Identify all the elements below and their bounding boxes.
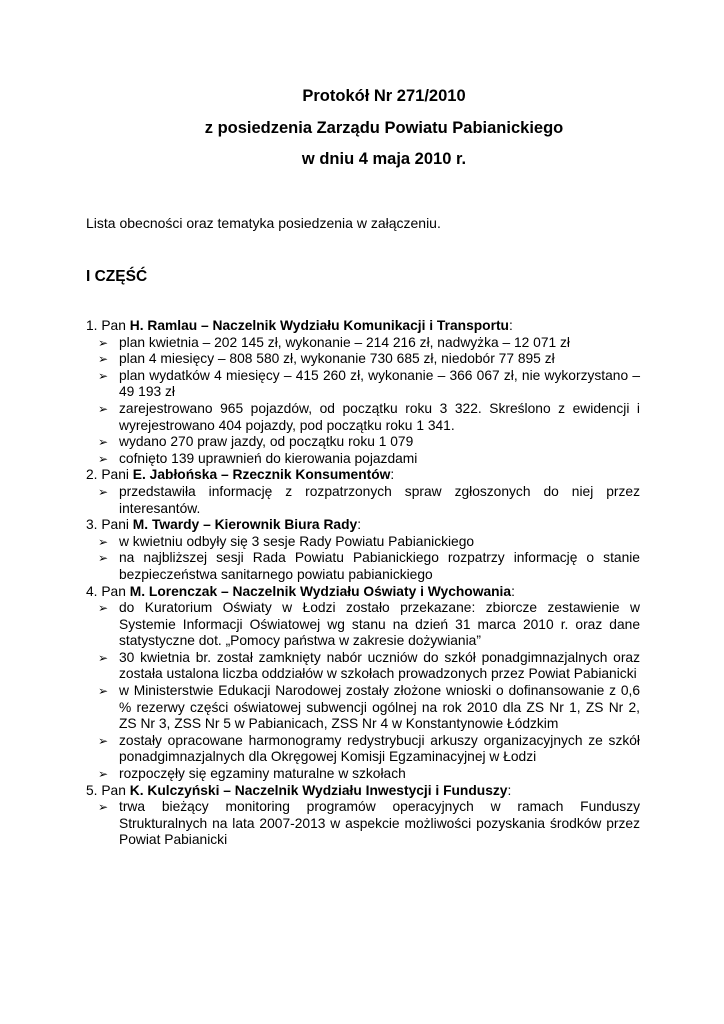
arrow-bullet-icon: ➢: [98, 800, 109, 815]
speaker-name: H. Ramlau – Naczelnik Wydziału Komunikacji i Transportu: [129, 318, 509, 333]
header-colon: :: [511, 583, 515, 599]
arrow-bullet-icon: ➢: [98, 451, 109, 466]
bullet-text: cofnięto 139 uprawnień do kierowania pojazdami: [119, 450, 418, 466]
arrow-bullet-icon: ➢: [98, 684, 109, 699]
agenda-item: [86, 783, 640, 849]
bullet-text: wydano 270 praw jazdy, od początku roku 1 079: [119, 434, 414, 450]
bullet-text: trwa bieżący monitoring programów operacyjnych w ramach Funduszy Strukturalnych na lata 2007-2013 w aspekcie możliwości pozyskania środków przez Powiat Pabianicki: [119, 799, 640, 848]
arrow-bullet-icon: ➢: [98, 484, 109, 499]
agenda-item-header: [86, 318, 640, 335]
bullet-list: [86, 534, 640, 584]
item-number: 4. Pan: [86, 583, 130, 599]
document-subtitle: z posiedzenia Zarządu Powiatu Pabianickiego: [204, 119, 564, 137]
bullet-item: [86, 351, 640, 368]
bullet-text: plan kwietnia – 202 145 zł, wykonanie – 214 216 zł, nadwyżka – 12 071 zł: [119, 334, 570, 350]
bullet-item: [86, 799, 640, 849]
agenda-item: [86, 584, 640, 783]
bullet-item: [86, 600, 640, 650]
bullet-item: [86, 368, 640, 401]
item-number: 1. Pan: [86, 318, 130, 333]
arrow-bullet-icon: ➢: [98, 435, 109, 450]
bullet-item: [86, 766, 640, 783]
bullet-text: rozpoczęły się egzaminy maturalne w szkołach: [119, 766, 406, 782]
arrow-bullet-icon: ➢: [98, 650, 109, 665]
bullet-text: w kwietniu odbyły się 3 sesje Rady Powiatu Pabianickiego: [119, 533, 475, 549]
bullet-text: na najbliższej sesji Rada Powiatu Pabianickiego rozpatrzy informację o stanie bezpieczeństwa sanitarnego powiatu pabianickiego: [119, 550, 640, 582]
bullet-item: [86, 733, 640, 766]
arrow-bullet-icon: ➢: [98, 551, 109, 566]
intro-text: Lista obecności oraz tematyka posiedzenia w załączeniu.: [86, 215, 441, 231]
arrow-bullet-icon: ➢: [98, 352, 109, 367]
speaker-name: E. Jabłońska – Rzecznik Konsumentów: [132, 467, 391, 483]
arrow-bullet-icon: ➢: [98, 534, 109, 549]
section-title: I CZĘŚĆ: [86, 268, 148, 285]
item-number: 3. Pani: [86, 517, 133, 533]
bullet-item: [86, 550, 640, 583]
agenda-item: [86, 318, 640, 467]
bullet-item: [86, 683, 640, 733]
bullet-list: [86, 600, 640, 783]
item-number: 5. Pan: [86, 782, 130, 798]
bullet-item: [86, 434, 640, 451]
item-number: 2. Pani: [86, 467, 133, 483]
speaker-name: K. Kulczyński – Naczelnik Wydziału Inwestycji i Funduszy: [129, 782, 508, 798]
header-colon: :: [507, 782, 512, 798]
bullet-text: przedstawiła informację z rozpatrzonych spraw zgłoszonych do niej przez interesantów.: [119, 483, 640, 516]
bullet-text: 30 kwietnia br. został zamknięty nabór uczniów do szkół ponadgimnazjalnych oraz została ustalona liczba oddziałów w szkołach prowadzonych przez Powiat Pabianicki: [119, 649, 640, 682]
bullet-text: zostały opracowane harmonogramy redystrybucji arkuszy organizacyjnych ze szkół ponadgimnazjalnych dla Okręgowej Komisji Egzaminacyjnej w Łodzi: [119, 732, 640, 765]
header-colon: :: [390, 467, 395, 483]
bullet-text: do Kuratorium Oświaty w Łodzi zostało przekazane: zbiorcze zestawienie w Systemie Informacji Oświatowej wg stanu na dzień 31 marca 2010 r. oraz dane statystyczne dot. „Pomocy państwa w zakresie dożywiania”: [119, 600, 640, 649]
bullet-item: [86, 401, 640, 434]
agenda-item: [86, 467, 640, 517]
bullet-item: [86, 451, 640, 468]
agenda-item-header: [86, 584, 640, 601]
header-colon: :: [509, 318, 513, 333]
bullet-item: [86, 534, 640, 551]
arrow-bullet-icon: ➢: [98, 335, 109, 350]
agenda-item-header: [86, 517, 640, 534]
speaker-name: M. Twardy – Kierownik Biura Rady: [132, 517, 358, 533]
agenda-list: [86, 318, 640, 849]
arrow-bullet-icon: ➢: [98, 767, 109, 782]
bullet-text: plan 4 miesięcy – 808 580 zł, wykonanie 730 685 zł, niedobór 77 895 zł: [119, 351, 555, 367]
arrow-bullet-icon: ➢: [98, 368, 109, 383]
bullet-text: plan wydatków 4 miesięcy – 415 260 zł, wykonanie – 366 067 zł, nie wykorzystano – 49 193 zł: [119, 367, 640, 400]
bullet-item: [86, 335, 640, 352]
agenda-item: [86, 517, 640, 583]
document-title: Protokół Nr 271/2010: [302, 87, 466, 105]
arrow-bullet-icon: ➢: [98, 733, 109, 748]
document-date: w dniu 4 maja 2010 r.: [301, 150, 467, 168]
arrow-bullet-icon: ➢: [98, 401, 109, 416]
agenda-item-header: [86, 467, 640, 484]
bullet-list: [86, 484, 640, 517]
bullet-list: [86, 799, 640, 849]
bullet-text: w Ministerstwie Edukacji Narodowej zostały złożone wnioski o dofinansowanie z 0,6 % rezerwy części oświatowej subwencji ogólnej na rok 2010 dla ZS Nr 1, ZS Nr 2, ZS Nr 3, ZSS Nr 5 w Pabianicach, ZSS Nr 4 w Konstantynowie Łódzkim: [119, 683, 640, 732]
agenda-item-header: [86, 783, 640, 800]
bullet-list: [86, 335, 640, 468]
header-colon: :: [357, 517, 362, 533]
bullet-item: [86, 484, 640, 517]
speaker-name: M. Lorenczak – Naczelnik Wydziału Oświaty i Wychowania: [129, 583, 512, 599]
arrow-bullet-icon: ➢: [98, 601, 109, 616]
bullet-text: zarejestrowano 965 pojazdów, od początku roku 3 322. Skreślono z ewidencji i wyrejestrowano 404 pojazdy, pod początku roku 1 341.: [119, 400, 640, 433]
bullet-item: [86, 650, 640, 683]
